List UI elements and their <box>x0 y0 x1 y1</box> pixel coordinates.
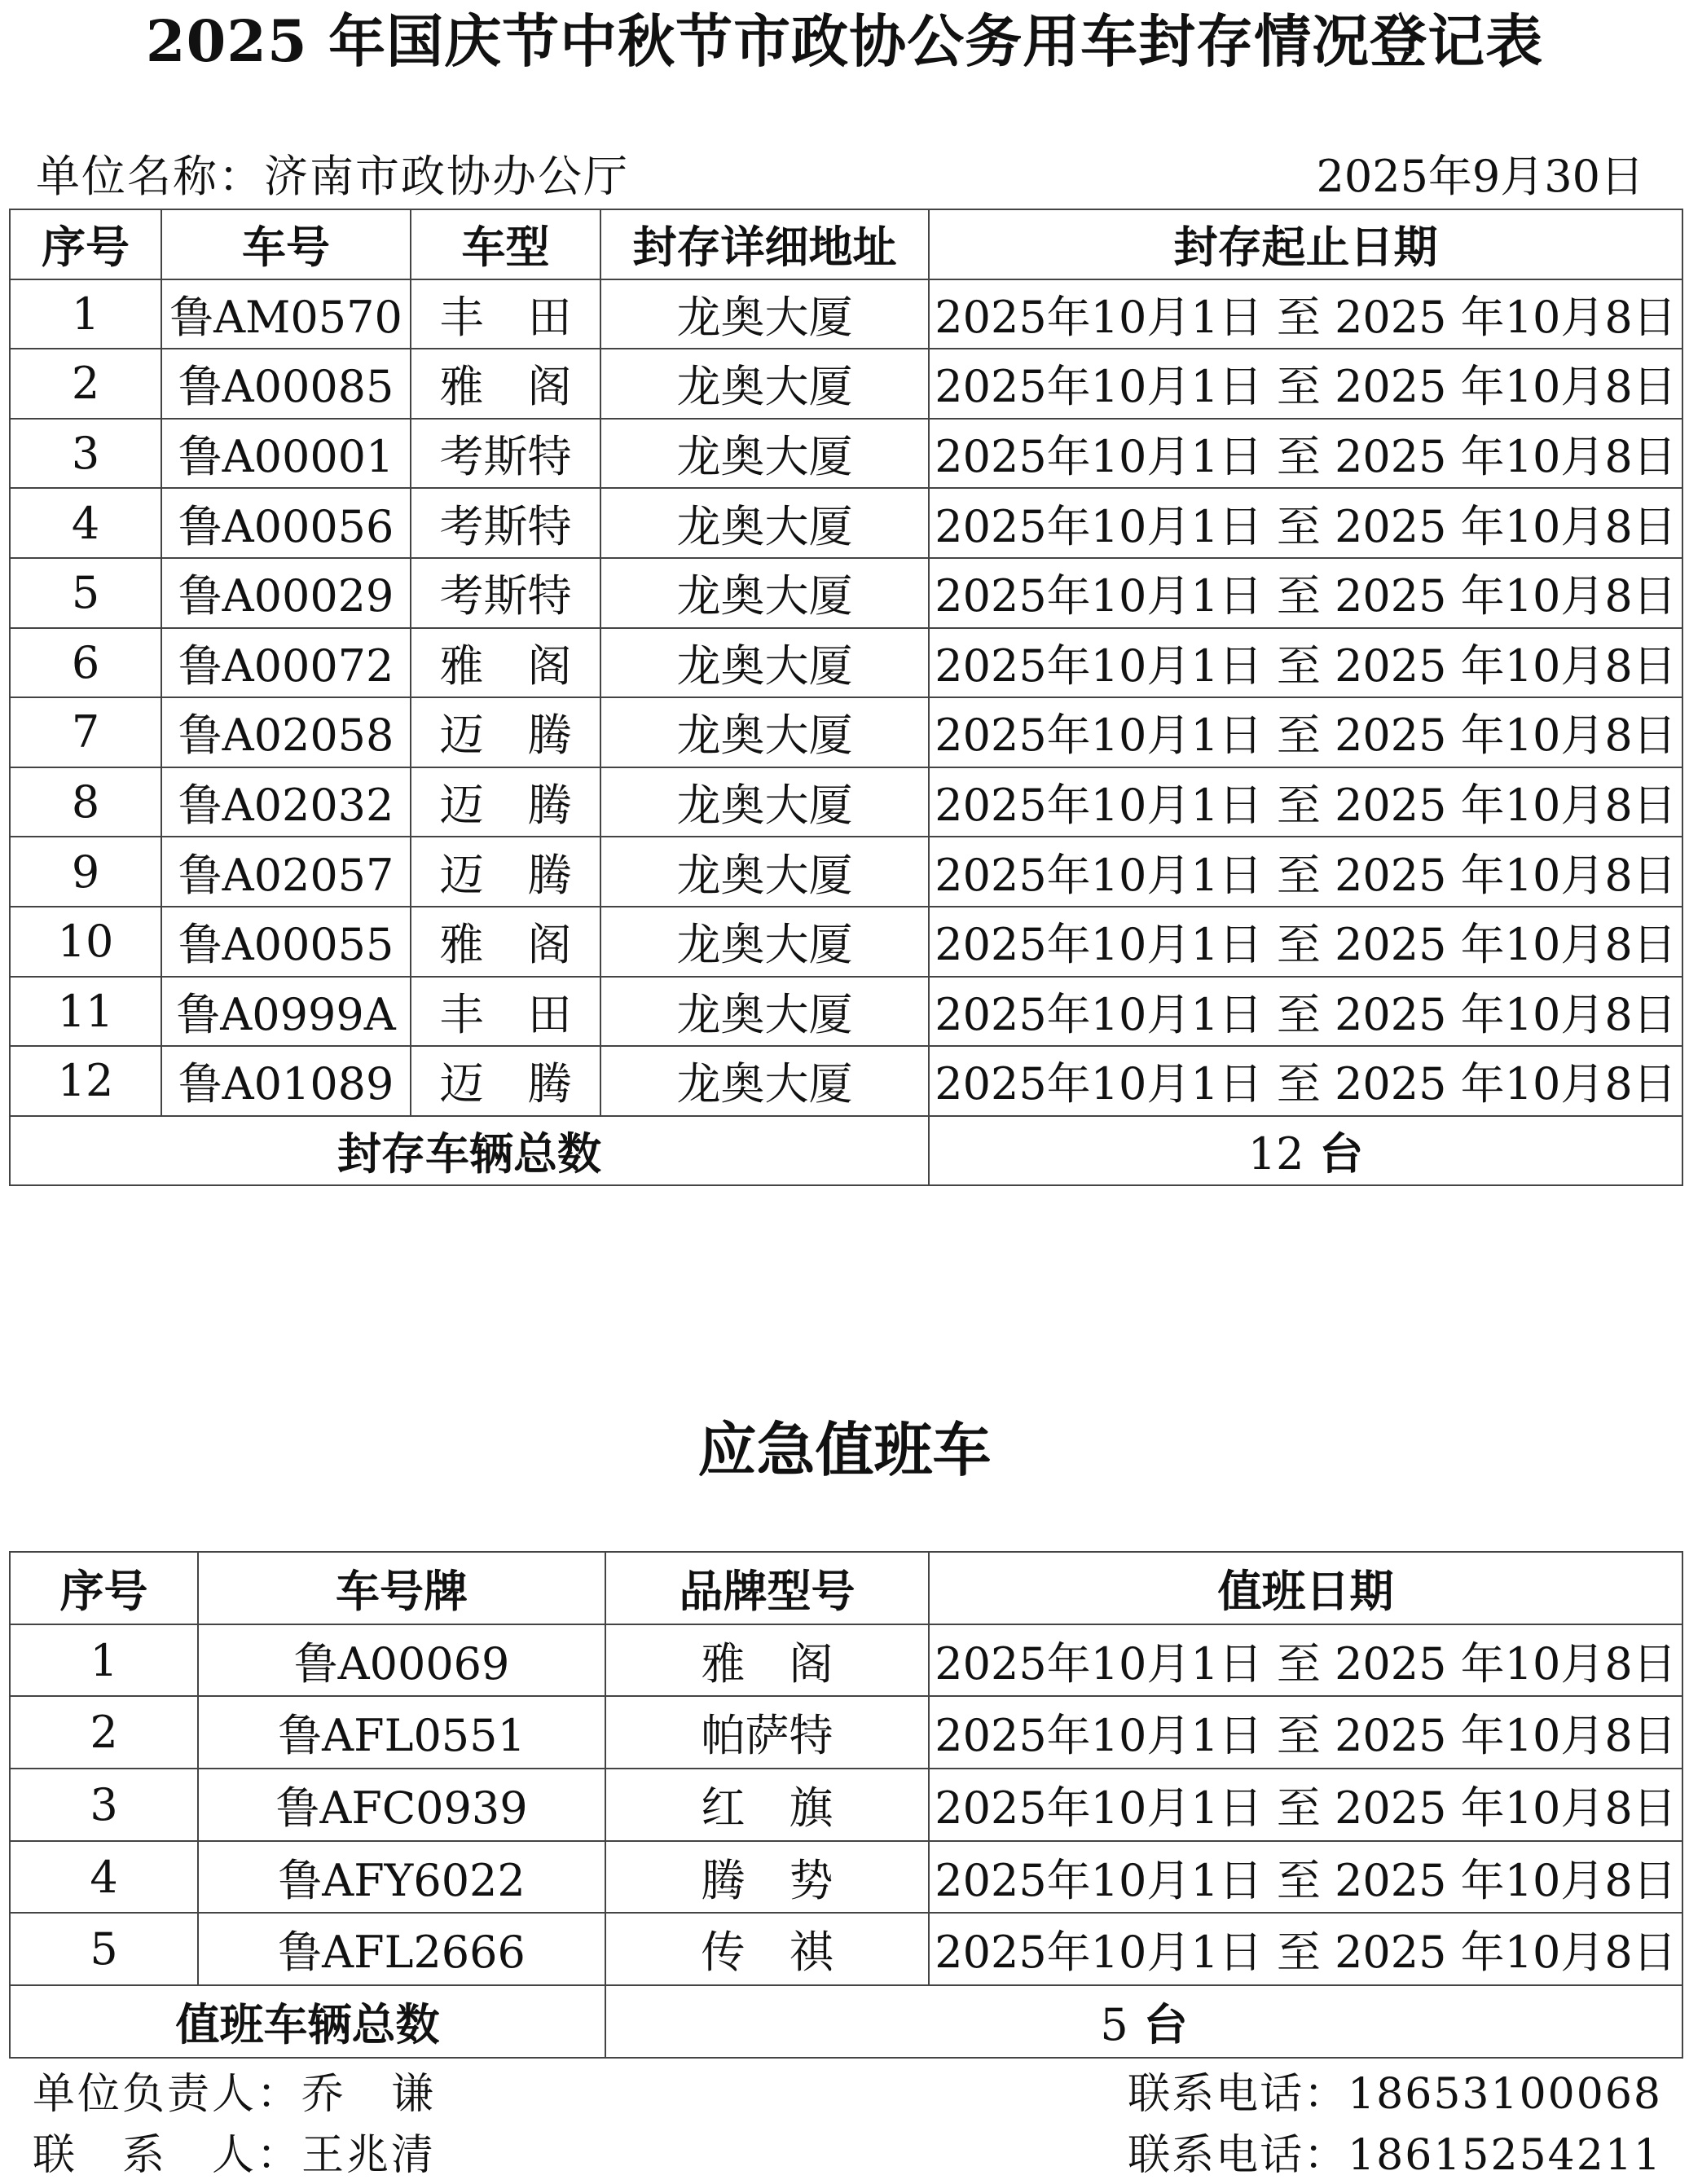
table-cell: 龙奥大厦 <box>600 697 929 767</box>
table-cell: 2025年10月1日 至 2025 年10月8日 <box>929 1841 1682 1914</box>
table-cell: 龙奥大厦 <box>600 628 929 698</box>
table-cell: 4 <box>10 1841 198 1914</box>
table-row <box>10 1696 1682 1769</box>
table-cell: 12 <box>10 1046 161 1116</box>
table-cell: 9 <box>10 837 161 907</box>
column-header: 封存详细地址 <box>600 209 929 279</box>
table-cell: 2025年10月1日 至 2025 年10月8日 <box>929 279 1682 349</box>
table-cell: 5 <box>10 558 161 628</box>
table-cell: 迈 腾 <box>411 767 600 837</box>
column-header: 序号 <box>10 1552 198 1624</box>
table-header-row <box>10 209 1682 279</box>
table-cell: 1 <box>10 279 161 349</box>
responsible-person-line <box>33 2066 1662 2123</box>
responsible-person: 单位负责人：乔 谦 <box>33 2070 437 2119</box>
table-cell: 2025年10月1日 至 2025 年10月8日 <box>929 977 1682 1047</box>
table-row <box>10 837 1682 907</box>
total-count <box>929 1116 1682 1186</box>
table-cell: 雅 阁 <box>411 628 600 698</box>
report-date: 2025年9月30日 <box>1316 151 1644 202</box>
table-cell: 2025年10月1日 至 2025 年10月8日 <box>929 1913 1682 1985</box>
table-cell: 鲁A00055 <box>161 907 411 977</box>
table-cell: 2 <box>10 349 161 419</box>
table-cell: 丰 田 <box>411 977 600 1047</box>
column-header: 车型 <box>411 209 600 279</box>
table-row <box>10 1624 1682 1697</box>
total-label: 封存车辆总数 <box>10 1116 929 1186</box>
table-row <box>10 279 1682 349</box>
table-cell: 7 <box>10 697 161 767</box>
table-row <box>10 767 1682 837</box>
table-cell: 鲁A02057 <box>161 837 411 907</box>
table-cell: 考斯特 <box>411 488 600 558</box>
column-header: 值班日期 <box>929 1552 1682 1624</box>
contact-person-line <box>33 2127 1662 2184</box>
table-cell: 鲁A02032 <box>161 767 411 837</box>
table-cell: 帕萨特 <box>605 1696 929 1769</box>
table-cell: 雅 阁 <box>411 349 600 419</box>
table-row <box>10 628 1682 698</box>
table-cell: 2025年10月1日 至 2025 年10月8日 <box>929 488 1682 558</box>
table-cell: 鲁A01089 <box>161 1046 411 1116</box>
table-cell: 2025年10月1日 至 2025 年10月8日 <box>929 767 1682 837</box>
duty-vehicles-table <box>9 1551 1683 2059</box>
table-cell: 10 <box>10 907 161 977</box>
table-row <box>10 697 1682 767</box>
total-label: 值班车辆总数 <box>10 1985 605 2058</box>
total-value: 12 <box>1247 1128 1304 1180</box>
total-row <box>10 1116 1682 1186</box>
table-cell: 鲁A0999A <box>161 977 411 1047</box>
total-unit: 台 <box>1143 1998 1188 2050</box>
table-cell: 鲁AFY6022 <box>198 1841 605 1914</box>
column-header: 封存起止日期 <box>929 209 1682 279</box>
table-cell: 11 <box>10 977 161 1047</box>
table-cell: 迈 腾 <box>411 837 600 907</box>
table-cell: 红 旗 <box>605 1769 929 1841</box>
table-cell: 2025年10月1日 至 2025 年10月8日 <box>929 628 1682 698</box>
table-cell: 迈 腾 <box>411 1046 600 1116</box>
duty-vehicles-title: 应急值班车 <box>697 1416 992 1484</box>
table-cell: 龙奥大厦 <box>600 1046 929 1116</box>
table-cell: 鲁AFL2666 <box>198 1913 605 1985</box>
table-cell: 考斯特 <box>411 419 600 489</box>
table-row <box>10 907 1682 977</box>
table-cell: 龙奥大厦 <box>600 349 929 419</box>
table-cell: 8 <box>10 767 161 837</box>
table-cell: 2025年10月1日 至 2025 年10月8日 <box>929 1696 1682 1769</box>
column-header: 车号牌 <box>198 1552 605 1624</box>
table-row <box>10 488 1682 558</box>
table-cell: 雅 阁 <box>411 907 600 977</box>
table-cell: 2025年10月1日 至 2025 年10月8日 <box>929 697 1682 767</box>
table-cell: 龙奥大厦 <box>600 488 929 558</box>
table-cell: 迈 腾 <box>411 697 600 767</box>
table-cell: 龙奥大厦 <box>600 977 929 1047</box>
table-cell: 鲁A00029 <box>161 558 411 628</box>
table-cell: 2025年10月1日 至 2025 年10月8日 <box>929 907 1682 977</box>
table-cell: 龙奥大厦 <box>600 279 929 349</box>
table-cell: 鲁A00069 <box>198 1624 605 1697</box>
table-cell: 鲁AM0570 <box>161 279 411 349</box>
contact-phone: 联系电话：18615254211 <box>1128 2131 1662 2180</box>
table-cell: 6 <box>10 628 161 698</box>
table-cell: 2025年10月1日 至 2025 年10月8日 <box>929 419 1682 489</box>
table-cell: 1 <box>10 1624 198 1697</box>
table-row <box>10 1913 1682 1985</box>
table-cell: 2025年10月1日 至 2025 年10月8日 <box>929 1624 1682 1697</box>
table-cell: 龙奥大厦 <box>600 419 929 489</box>
table-cell: 2025年10月1日 至 2025 年10月8日 <box>929 349 1682 419</box>
table-cell: 龙奥大厦 <box>600 837 929 907</box>
table-cell: 2025年10月1日 至 2025 年10月8日 <box>929 1046 1682 1116</box>
document-title: 2025 年国庆节中秋节市政协公务用车封存情况登记表 <box>145 7 1544 75</box>
table-cell: 鲁A00001 <box>161 419 411 489</box>
total-value: 5 <box>1100 1998 1128 2050</box>
unit-name: 单位名称：济南市政协办公厅 <box>36 151 629 202</box>
table-cell: 鲁A02058 <box>161 697 411 767</box>
table-cell: 龙奥大厦 <box>600 907 929 977</box>
table-row <box>10 558 1682 628</box>
responsible-phone: 联系电话：18653100068 <box>1128 2070 1662 2119</box>
table-cell: 雅 阁 <box>605 1624 929 1697</box>
column-header: 车号 <box>161 209 411 279</box>
table-row <box>10 1769 1682 1841</box>
sealed-vehicles-table <box>9 209 1683 1186</box>
table-cell: 5 <box>10 1913 198 1985</box>
table-cell: 4 <box>10 488 161 558</box>
table-row <box>10 977 1682 1047</box>
table-cell: 2025年10月1日 至 2025 年10月8日 <box>929 1769 1682 1841</box>
table-cell: 鲁AFC0939 <box>198 1769 605 1841</box>
contact-person: 联 系 人：王兆清 <box>33 2131 437 2180</box>
table-cell: 2 <box>10 1696 198 1769</box>
table-cell: 鲁A00085 <box>161 349 411 419</box>
table-cell: 腾 势 <box>605 1841 929 1914</box>
table-header-row <box>10 1552 1682 1624</box>
unit-info-line <box>36 148 1644 205</box>
table-cell: 传 祺 <box>605 1913 929 1985</box>
table-cell: 鲁A00072 <box>161 628 411 698</box>
total-count <box>605 1985 1682 2058</box>
column-header: 序号 <box>10 209 161 279</box>
total-unit: 台 <box>1319 1128 1364 1180</box>
table-cell: 龙奥大厦 <box>600 558 929 628</box>
table-cell: 龙奥大厦 <box>600 767 929 837</box>
table-row <box>10 1046 1682 1116</box>
table-cell: 3 <box>10 1769 198 1841</box>
total-row <box>10 1985 1682 2058</box>
table-row <box>10 1841 1682 1914</box>
table-cell: 3 <box>10 419 161 489</box>
table-cell: 鲁AFL0551 <box>198 1696 605 1769</box>
table-cell: 丰 田 <box>411 279 600 349</box>
table-cell: 2025年10月1日 至 2025 年10月8日 <box>929 558 1682 628</box>
table-cell: 考斯特 <box>411 558 600 628</box>
table-cell: 鲁A00056 <box>161 488 411 558</box>
column-header: 品牌型号 <box>605 1552 929 1624</box>
table-row <box>10 419 1682 489</box>
table-cell: 2025年10月1日 至 2025 年10月8日 <box>929 837 1682 907</box>
table-row <box>10 349 1682 419</box>
